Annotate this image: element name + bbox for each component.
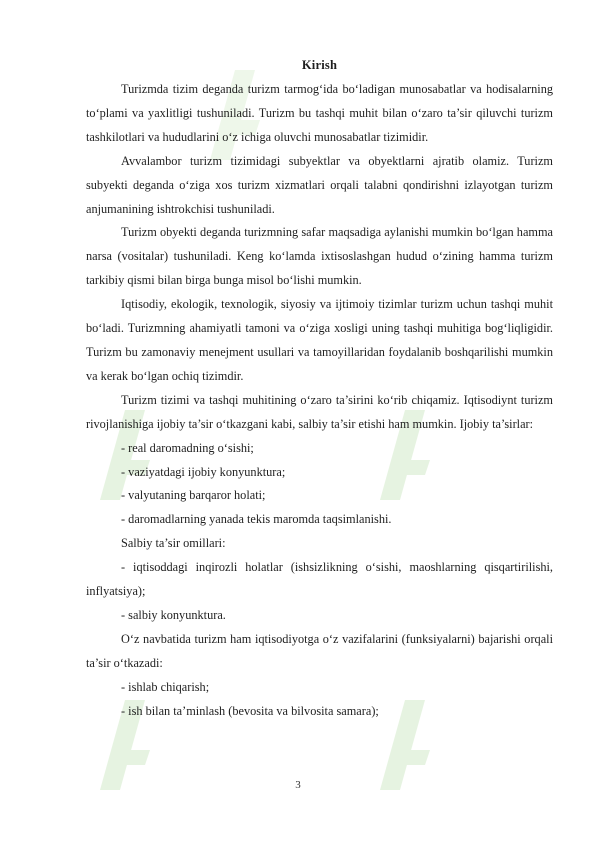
paragraph: Turizm obyekti deganda turizmning safar maqsadiga aylanishi mumkin bo‘lgan hamma narsa (vositalar) tushuniladi. Keng ko‘lamda ixtisoslashgan hudud o‘zining hamma turizm tarkibiy qismi bilan birga bunga misol bo‘lishi mumkin. xyxy=(86,225,553,288)
paragraph: Salbiy ta’sir omillari: xyxy=(121,536,226,551)
page-title: Kirish xyxy=(301,58,338,72)
paragraph: Turizmda tizim deganda turizm tarmog‘ida bo‘ladigan munosabatlar va hodisalarning to‘plami va yaxlitligi tushuniladi. Turizm bu tashqi muhit bilan o‘zaro ta’sir qiluvchi turizm tashkilotlari va hududlarini o‘z ichiga oluvchi munosabatlar tizimidir. xyxy=(86,82,553,144)
list-item: - vaziyatdagi ijobiy konyunktura; xyxy=(121,464,286,479)
list-item: - real daromadning o‘sishi; xyxy=(121,440,254,455)
list-item: - iqtisoddagi inqirozli holatlar (ishsizlikning o‘sishi, maoshlarning qisqartirilishi, inflyatsiya); xyxy=(86,560,553,599)
list-item: - ish bilan ta’minlash (bevosita va bilvosita samara); xyxy=(121,703,379,718)
paragraph: Avvalambor turizm tizimidagi subyektlar va obyektlarni ajratib olamiz. Turizm subyekti deganda o‘ziga xos turizm xizmatlari orqali talabni qondirishni izlayotgan turizm anjumanining ishtrokchisi tushuniladi. xyxy=(86,153,553,216)
page-number: 3 xyxy=(295,779,301,791)
paragraph: Turizm tizimi va tashqi muhitining o‘zaro ta’sirini ko‘rib chiqamiz. Iqtisodiynt turizm rivojlanishiga ijobiy ta’sir o‘tkazgani kabi, salbiy ta’sir etishi ham mumkin. Ijobiy ta’sirlar: xyxy=(86,392,553,431)
paragraph: Iqtisodiy, ekologik, texnologik, siyosiy va ijtimoiy tizimlar turizm uchun tashqi muhit bo‘ladi. Turizmning ahamiyatli tamoni va o‘ziga xosligi uning tashqi muhitiga bog‘liqligidir. Turizm bu zamonaviy menejment usullari va tamoyillaridan foydalanib boshqarilishi mumkin va kerak bo‘lgan ochiq tizimdir. xyxy=(86,297,553,383)
list-item: - ishlab chiqarish; xyxy=(121,679,210,694)
list-item: - daromadlarning yanada tekis maromda taqsimlanishi. xyxy=(121,512,392,527)
paragraph: O‘z navbatida turizm ham iqtisodiyotga o‘z vazifalarini (funksiyalarni) bajarishi orqali ta’sir o‘tkazadi: xyxy=(86,631,553,670)
list-item: - valyutaning barqaror holati; xyxy=(121,488,266,503)
list-item: - salbiy konyunktura. xyxy=(121,607,226,622)
document-body xyxy=(86,58,553,723)
